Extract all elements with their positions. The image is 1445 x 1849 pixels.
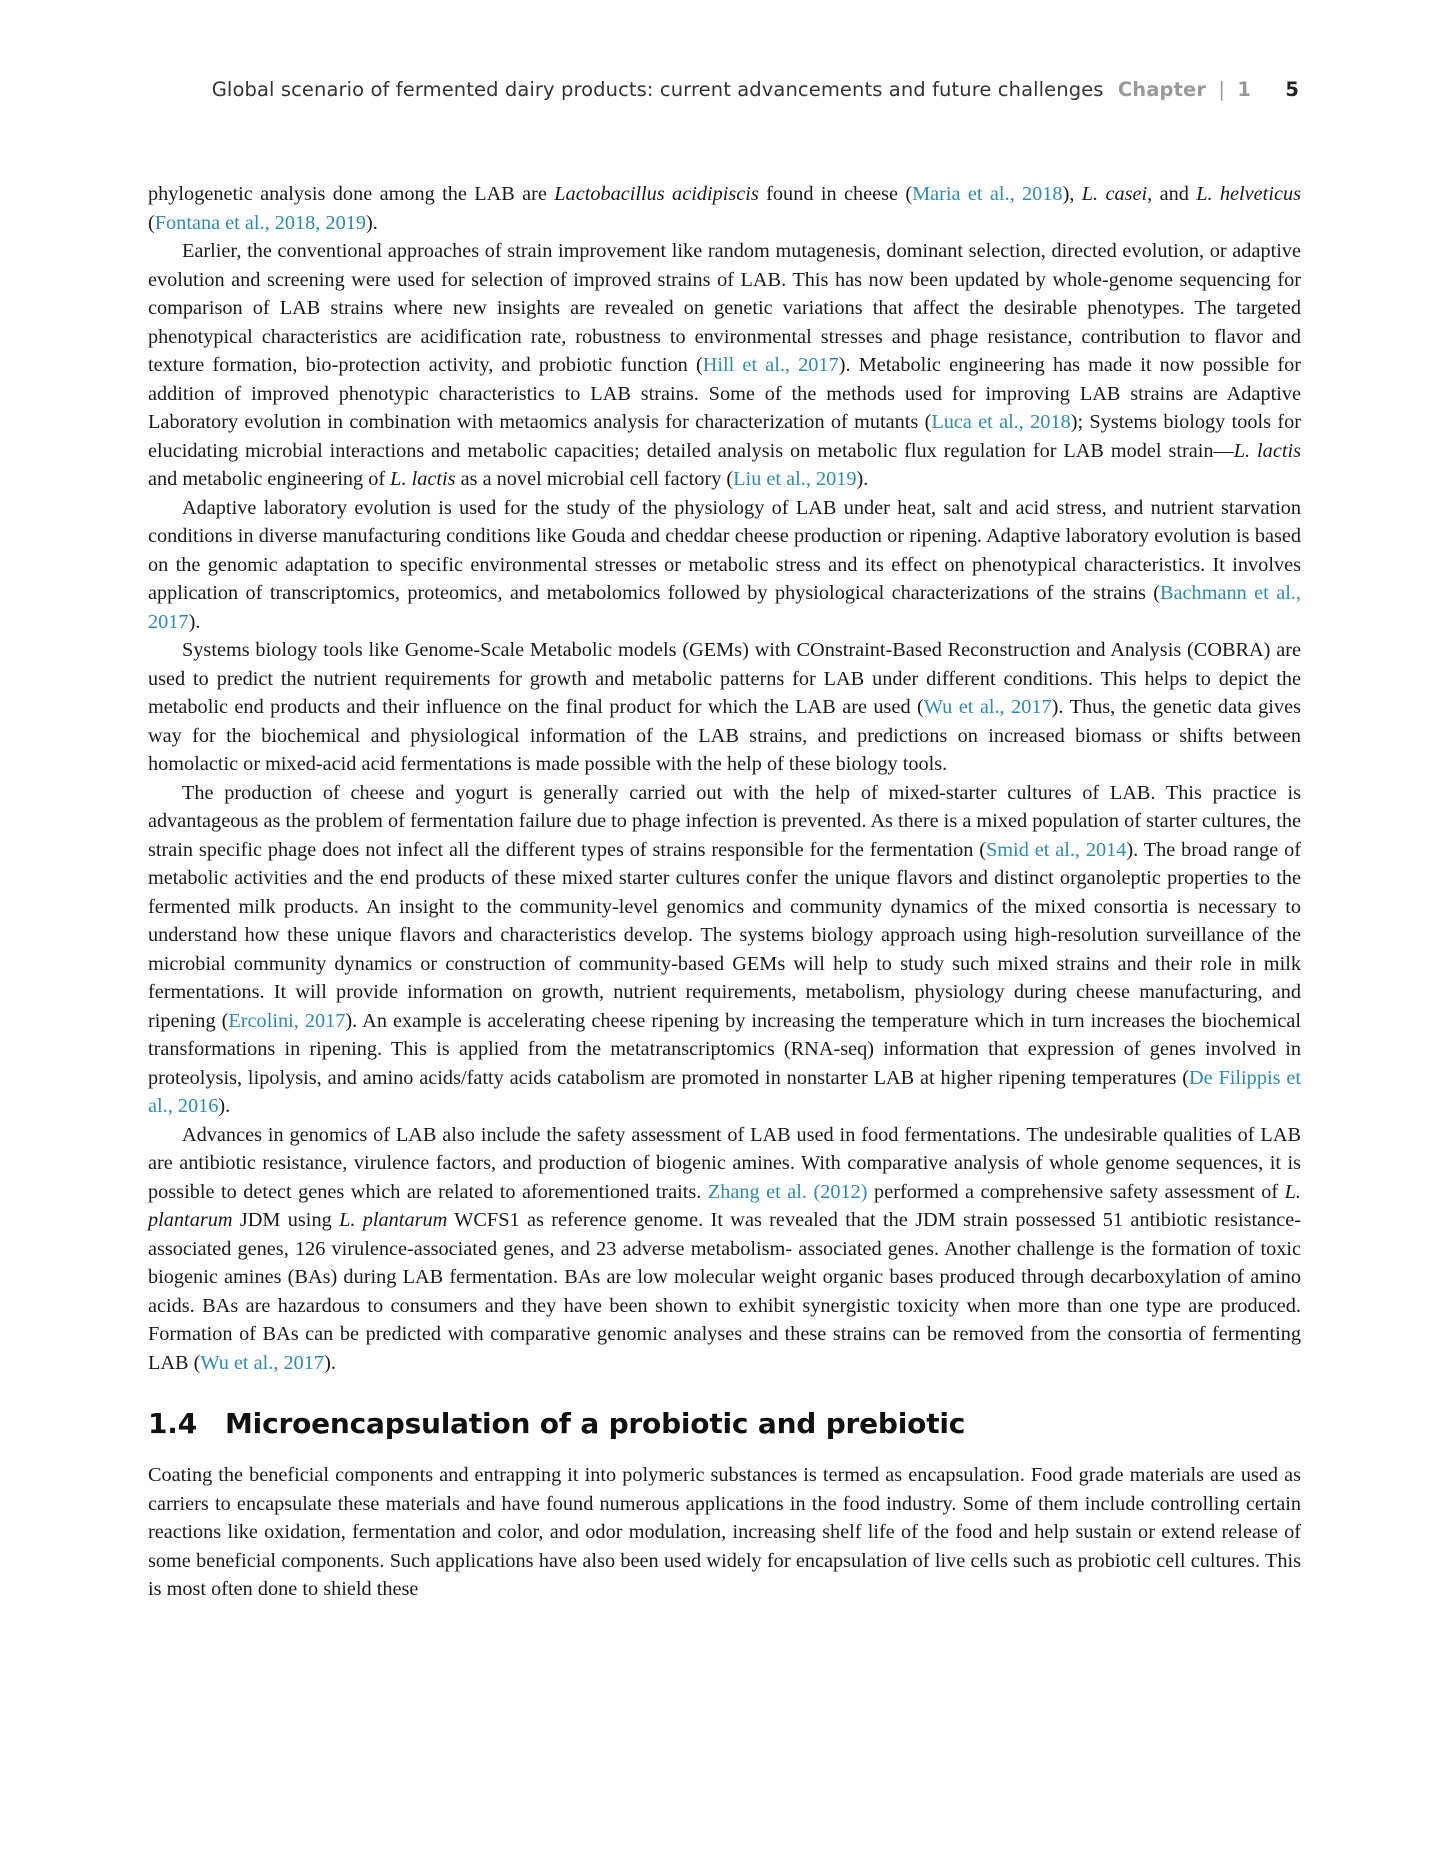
section-number: 1.4: [148, 1407, 198, 1440]
text-run: ).: [324, 1351, 336, 1374]
citation-link[interactable]: Smid et al., 2014: [986, 838, 1127, 861]
text-run: JDM using: [232, 1209, 340, 1231]
citation-link[interactable]: Hill et al., 2017: [702, 354, 839, 376]
text-run: ).: [188, 610, 201, 633]
text-run: Advances in genomics of LAB also include the safety assessment of LAB used in food fermentations. The undesirable qualities of LAB are antibiotic resistance, virulence factors, and production of biogenic amines. With comparative analysis of whole genome sequences, it is possible to detect genes which are related to aforementioned traits.: [148, 1123, 1301, 1203]
text-run: , and: [1147, 183, 1197, 205]
paragraph-5: [148, 779, 1301, 1121]
text-run: and metabolic engineering of: [148, 468, 391, 490]
citation-link[interactable]: Liu et al., 2019: [733, 468, 857, 490]
species-name: L. casei: [1081, 183, 1148, 205]
chapter-number: 1: [1237, 78, 1252, 101]
species-name: L. lactis: [390, 468, 456, 490]
species-name: L. helveticus: [1196, 183, 1301, 205]
citation-link[interactable]: Maria et al., 2018: [912, 183, 1063, 205]
text-run: Systems biology tools like Genome-Scale Metabolic models (GEMs) with COnstraint-Based Reconstruction and Analysis (COBRA) are used to predict the nutrient requirements for growth and metabolic patterns for LAB under different conditions. This helps to depict the metabolic end products and their influence on the final product for which the LAB are used (: [148, 639, 1301, 718]
text-run: WCFS1 as reference genome. It was revealed that the JDM strain possessed 51 antibiotic resistance-associated genes, 126 virulence-associated genes, and 23 adverse metabolism- associated genes. Another challenge is the formation of toxic biogenic amines (BAs) during LAB fermentation. BAs are low molecular weight organic bases produced through decarboxylation of amino acids. BAs are hazardous to consumers and they have been shown to exhibit synergistic toxicity when more than one type are produced. Formation of BAs can be predicted with comparative genomic analyses and these strains can be removed from the consortia of fermenting LAB (: [148, 1209, 1301, 1374]
text-run: ).: [218, 1095, 231, 1117]
species-name: L. lactis: [1233, 439, 1301, 462]
text-run: ). Metabolic engineering has made it now possible for addition of improved phenotypic characteristics to LAB strains. Some of the methods used for improving LAB strains are Adaptive Laboratory evolution in combination with metaomics analysis for characterization of mutants (: [148, 354, 1301, 433]
chapter-label: Chapter: [1117, 78, 1207, 101]
page-number: 5: [1285, 78, 1299, 101]
paragraph-2: [148, 237, 1301, 494]
text-run: performed a comprehensive safety assessment of: [867, 1180, 1285, 1203]
text-run: ). An example is accelerating cheese ripening by increasing the temperature which in turn increases the biochemical transformations in ripening. This is applied from the metatranscriptomics (RNA-seq) information that expression of genes involved in proteolysis, lipolysis, and amino acids/fatty acids catabolism are promoted in nonstarter LAB at higher ripening temperatures (: [148, 1009, 1301, 1089]
citation-link[interactable]: Wu et al., 2017: [200, 1351, 325, 1374]
text-run: ); Systems biology tools for elucidating microbial interactions and metabolic capacities; detailed analysis on metabolic flux regulation for LAB model strain—: [148, 411, 1301, 462]
text-run: ). Thus, the genetic data gives way for the biochemical and physiological information of the LAB strains, and predictions on increased biomass or shifts between homolactic or mixed-acid acid fermentations is made possible with the help of these biology tools.: [148, 696, 1301, 775]
text-run: Coating the beneficial components and entrapping it into polymeric substances is termed as encapsulation. Food grade materials are used as carriers to encapsulate these materials and have found numerous applications in the food industry. Some of them include controlling certain reactions like oxidation, fermentation and color, and odor modulation, increasing shelf life of the food and help sustain or extend release of some beneficial components. Such applications have also been used widely for encapsulation of live cells such as probiotic cell cultures. This is most often done to shield these: [148, 1464, 1301, 1600]
citation-link[interactable]: Wu et al., 2017: [923, 696, 1052, 718]
text-run: phylogenetic analysis done among the LAB are: [148, 183, 555, 205]
text-run: found in cheese (: [758, 183, 913, 205]
text-run: ).: [856, 468, 869, 490]
citation-link[interactable]: Zhang et al. (2012): [707, 1180, 868, 1203]
section-title: Microencapsulation of a probiotic and prebiotic: [225, 1407, 966, 1440]
text-run: ).: [366, 211, 378, 234]
citation-link[interactable]: De Filippis et al., 2016: [148, 1066, 1301, 1117]
running-header: [212, 78, 1299, 101]
citation-link[interactable]: Ercolini, 2017: [228, 1009, 346, 1032]
paragraph-7: [148, 1461, 1301, 1604]
text-run: (: [148, 211, 155, 234]
species-name: Lactobacillus acidipiscis: [554, 183, 759, 205]
species-name: L. plantarum: [148, 1180, 1302, 1231]
body-text: [148, 180, 1301, 1604]
paragraph-3: [148, 494, 1301, 637]
paragraph-1: [148, 180, 1301, 237]
running-title: Global scenario of fermented dairy products: current advancements and future challenges: [211, 78, 1104, 101]
text-run: ). The broad range of metabolic activities and the end products of these mixed starter cultures confer the unique flavors and distinct organoleptic properties to the fermented milk products. An insight to the community-level genomics and community dynamics of the mixed consortia is necessary to understand how these unique flavors and characteristics develop. The systems biology approach using high-resolution surveillance of the microbial community dynamics or construction of community-based GEMs will help to study such mixed strains and their role in milk fermentations. It will provide information on growth, nutrient requirements, metabolism, physiology during cheese manufacturing, and ripening (: [148, 838, 1301, 1032]
species-name: L. plantarum: [339, 1209, 448, 1231]
text-run: Earlier, the conventional approaches of strain improvement like random mutagenesis, dominant selection, directed evolution, or adaptive evolution and screening were used for selection of improved strains of LAB. This has now been updated by whole-genome sequencing for comparison of LAB strains where new insights are revealed on genetic variations that affect the desirable phenotypes. The targeted phenotypical characteristics are acidification rate, robustness to environmental stresses and phage resistance, contribution to flavor and texture formation, bio-protection activity, and probiotic function (: [148, 240, 1301, 376]
text-run: ),: [1062, 183, 1082, 205]
citation-link[interactable]: Luca et al., 2018: [931, 411, 1071, 433]
text-run: The production of cheese and yogurt is generally carried out with the help of mixed-starter cultures of LAB. This practice is advantageous as the problem of fermentation failure due to phage infection is prevented. As there is a mixed population of starter cultures, the strain specific phage does not infect all the different types of strains responsible for the fermentation (: [148, 781, 1301, 861]
paragraph-4: [148, 636, 1301, 779]
citation-link[interactable]: Fontana et al., 2018, 2019: [154, 211, 366, 234]
header-separator: |: [1218, 78, 1226, 101]
text-run: Adaptive laboratory evolution is used for the study of the physiology of LAB under heat, salt and acid stress, and nutrient starvation conditions in diverse manufacturing conditions like Gouda and cheddar cheese production or ripening. Adaptive laboratory evolution is based on the genomic adaptation to specific environmental stresses or metabolic stress and its effect on phenotypical characteristics. It involves application of transcriptomics, proteomics, and metabolomics followed by physiological characterizations of the strains (: [148, 496, 1301, 604]
citation-link[interactable]: Bachmann et al., 2017: [148, 582, 1301, 633]
paragraph-6: [148, 1121, 1301, 1378]
section-heading: [148, 1407, 1301, 1441]
text-run: as a novel microbial cell factory (: [455, 468, 734, 490]
